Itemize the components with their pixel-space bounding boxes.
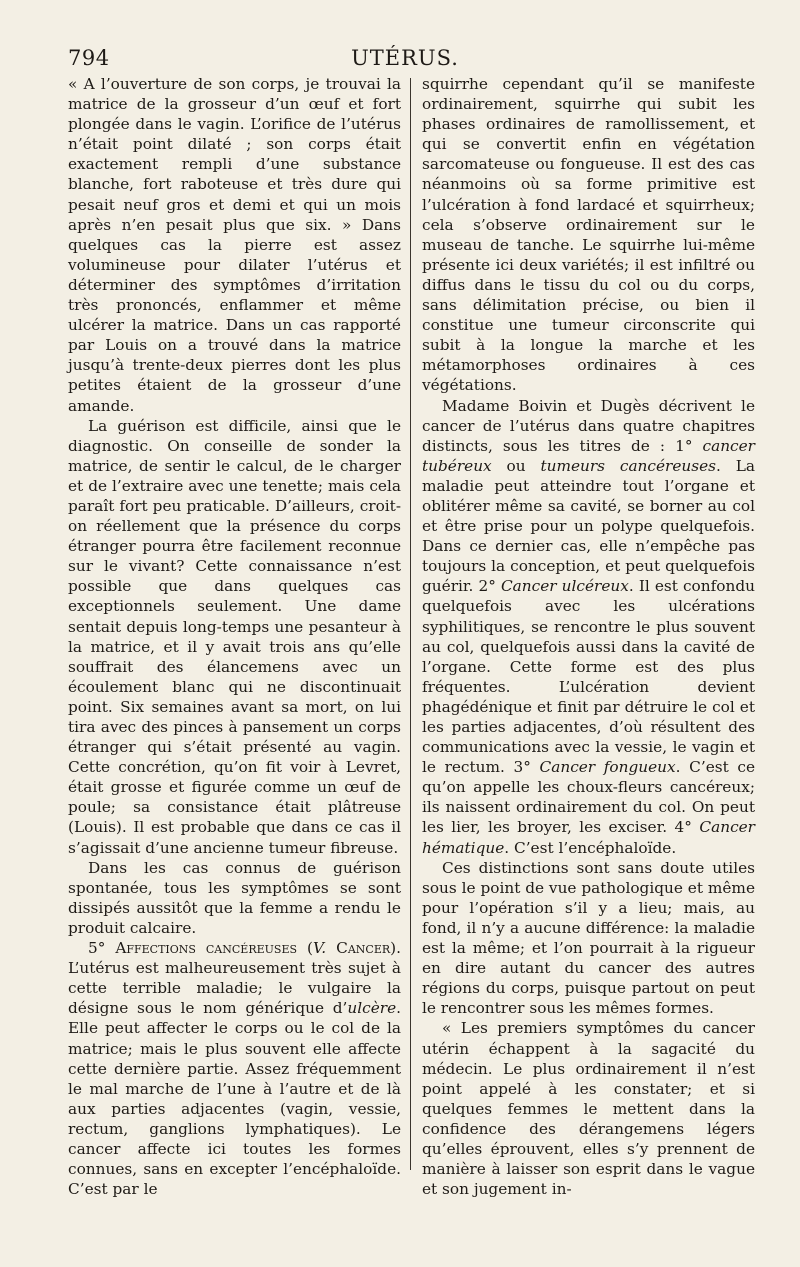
text-run: Madame Boivin et Dugès décrivent le cancer de l’utérus dans quatre chapitres distincts, sous les titres de : 1° xyxy=(422,396,755,455)
text-run: . C’est l’encéphaloïde. xyxy=(504,838,677,857)
text-run: ). L’utérus est malheureusement très sujet à cette terrible maladie; le vulgaire la désigne sous le nom générique d’ xyxy=(68,939,401,1018)
cross-reference: V. xyxy=(312,939,327,958)
paragraph-cancer-types xyxy=(422,396,755,858)
column-divider xyxy=(410,78,411,1170)
left-column xyxy=(68,74,401,1199)
italic-term: cancer tubéreux xyxy=(422,436,755,475)
cross-reference-target: Cancer xyxy=(326,939,391,958)
text-run: . Elle peut affecter le corps ou le col de la matrice; mais le plus souvent elle affecte cette dernière partie. Assez fréquemment le mal marche de l’une à l’autre et de là aux parties adjacentes (vagin, vessie, rectum, ganglions lymphatiques). Le cancer affecte ici toutes les formes connues, sans en excepter l’encéphaloïde. C’est par le xyxy=(68,999,401,1199)
paragraph: « A l’ouverture de son corps, je trouvai la matrice de la grosseur d’un œuf et fort plongée dans le vagin. L’orifice de l’utérus n’était point dilaté ; son corps était exactement rempli d’une substance blanche, fort raboteuse et très dure qui pesait neuf gros et demi et qui un mois après n’en pesait plus que six. » Dans quelques cas la pierre est assez volumineuse pour dilater l’utérus et déterminer des symptômes d’irritation très prononcés, enflammer et même ulcérer la matrice. Dans un cas rapporté par Louis on a trouvé dans la matrice jusqu’à trente-deux pierres dont les plus petites étaient de la grosseur d’une amande. xyxy=(68,75,401,415)
paragraph-affections-cancereuses xyxy=(68,938,401,1199)
paragraph: Ces distinctions sont sans doute utiles sous le point de vue pathologique et même pour l’opération s’il y a lieu; mais, au fond, il n’y a aucune différence: la maladie est la même; et l’on pourrait à la rigueur en dire autant du cancer des autres régions du corps, puisque partout on peut le rencontrer sous les mêmes formes. xyxy=(422,858,755,1018)
paragraph: squirrhe cependant qu’il se manifeste ordinairement, squirrhe qui subit les phases ordinaires de ramollissement, et qui se convertit enfin en végétation sarcomateuse ou fongueuse. Il est des cas néanmoins où sa forme primitive est l’ulcération à fond lardacé et squirrheux; cela s’observe ordinairement sur le museau de tanche. Le squirrhe lui-même présente ici deux variétés; il est infiltré ou diffus dans le tissu du col ou du corps, sans délimitation précise, ou bien il constitue une tumeur circonscrite qui subit à la longue la marche et les métamorphoses ordinaires à ces végétations. xyxy=(422,75,755,395)
page-header xyxy=(68,46,742,72)
text-run: . Il est confondu quelquefois avec les ulcérations syphilitiques, se rencontre le plus souvent au col, quelquefois aussi dans la cavité de l’organe. Cette forme est des plus fréquentes. L’ulcération devient phagédénique et finit par détruire le col et les parties adjacentes, d’où résultent des communications avec la vessie, le vagin et le rectum. 3° xyxy=(422,577,755,777)
text-run: . C’est ce qu’on appelle les choux-fleurs cancéreux; ils naissent ordinairement du col. On peut les lier, les broyer, les exciser. 4° xyxy=(422,758,756,837)
paragraph: La guérison est difficile, ainsi que le diagnostic. On conseille de sonder la matrice, de sentir le calcul, de le charger et de l’extraire avec une tenette; mais cela paraît fort peu praticable. D’ailleurs, croit-on réellement que la présence du corps étranger pourra être facilement reconnue sur le vivant? Cette connaissance n’est possible que dans quelques cas exceptionnels seulement. Une dame sentait depuis long-temps une pesanteur à la matrice, et il y avait trois ans qu’elle souffrait des élancemens avec un écoulement blanc qui ne discontinuait point. Six semaines avant sa mort, on lui tira avec des pinces à pansement un corps étranger qui s’était présenté au vagin. Cette concrétion, qu’on fit voir à Levret, était grosse et figurée comme un œuf de poule; sa consistance était plâtreuse (Louis). Il est probable que dans ce cas il s’agissait d’une ancienne tumeur fibreuse. xyxy=(68,416,401,857)
paragraph: Dans les cas connus de guérison spontanée, tous les symptômes se sont dissipés aussitôt que la femme a rendu le produit calcaire. xyxy=(68,858,401,937)
italic-term: Cancer hématique xyxy=(422,818,755,857)
text-run: ( xyxy=(297,939,313,958)
text-run: . La maladie peut atteindre tout l’organe et oblitérer même sa cavité, se borner au col et être prise pour un polype quelquefois. Dans ce dernier cas, elle n’empêche pas toujours la conception, et peut quelquefois guérir. 2° xyxy=(422,456,755,596)
right-column xyxy=(422,74,755,1199)
page-number: 794 xyxy=(68,46,110,70)
paragraph: « Les premiers symptômes du cancer utérin échappent à la sagacité du médecin. Le plus ordinairement il n’est point appelé à les constater; et si quelques femmes le mettent dans la confidence des dérangemens légers qu’elles éprouvent, elles s’y prennent de manière à laisser son esprit dans le vague et son jugement in- xyxy=(422,1019,755,1199)
text-run: ou xyxy=(491,456,541,475)
running-title: UTÉRUS. xyxy=(351,46,459,70)
italic-term: ulcère xyxy=(347,999,397,1018)
italic-term: tumeurs cancéreuses xyxy=(540,456,716,475)
text-run: 5° xyxy=(88,939,116,958)
italic-term: Cancer ulcéreux xyxy=(500,577,629,596)
section-heading: Affections cancéreuses xyxy=(115,939,298,958)
italic-term: Cancer fongueux xyxy=(539,758,676,777)
